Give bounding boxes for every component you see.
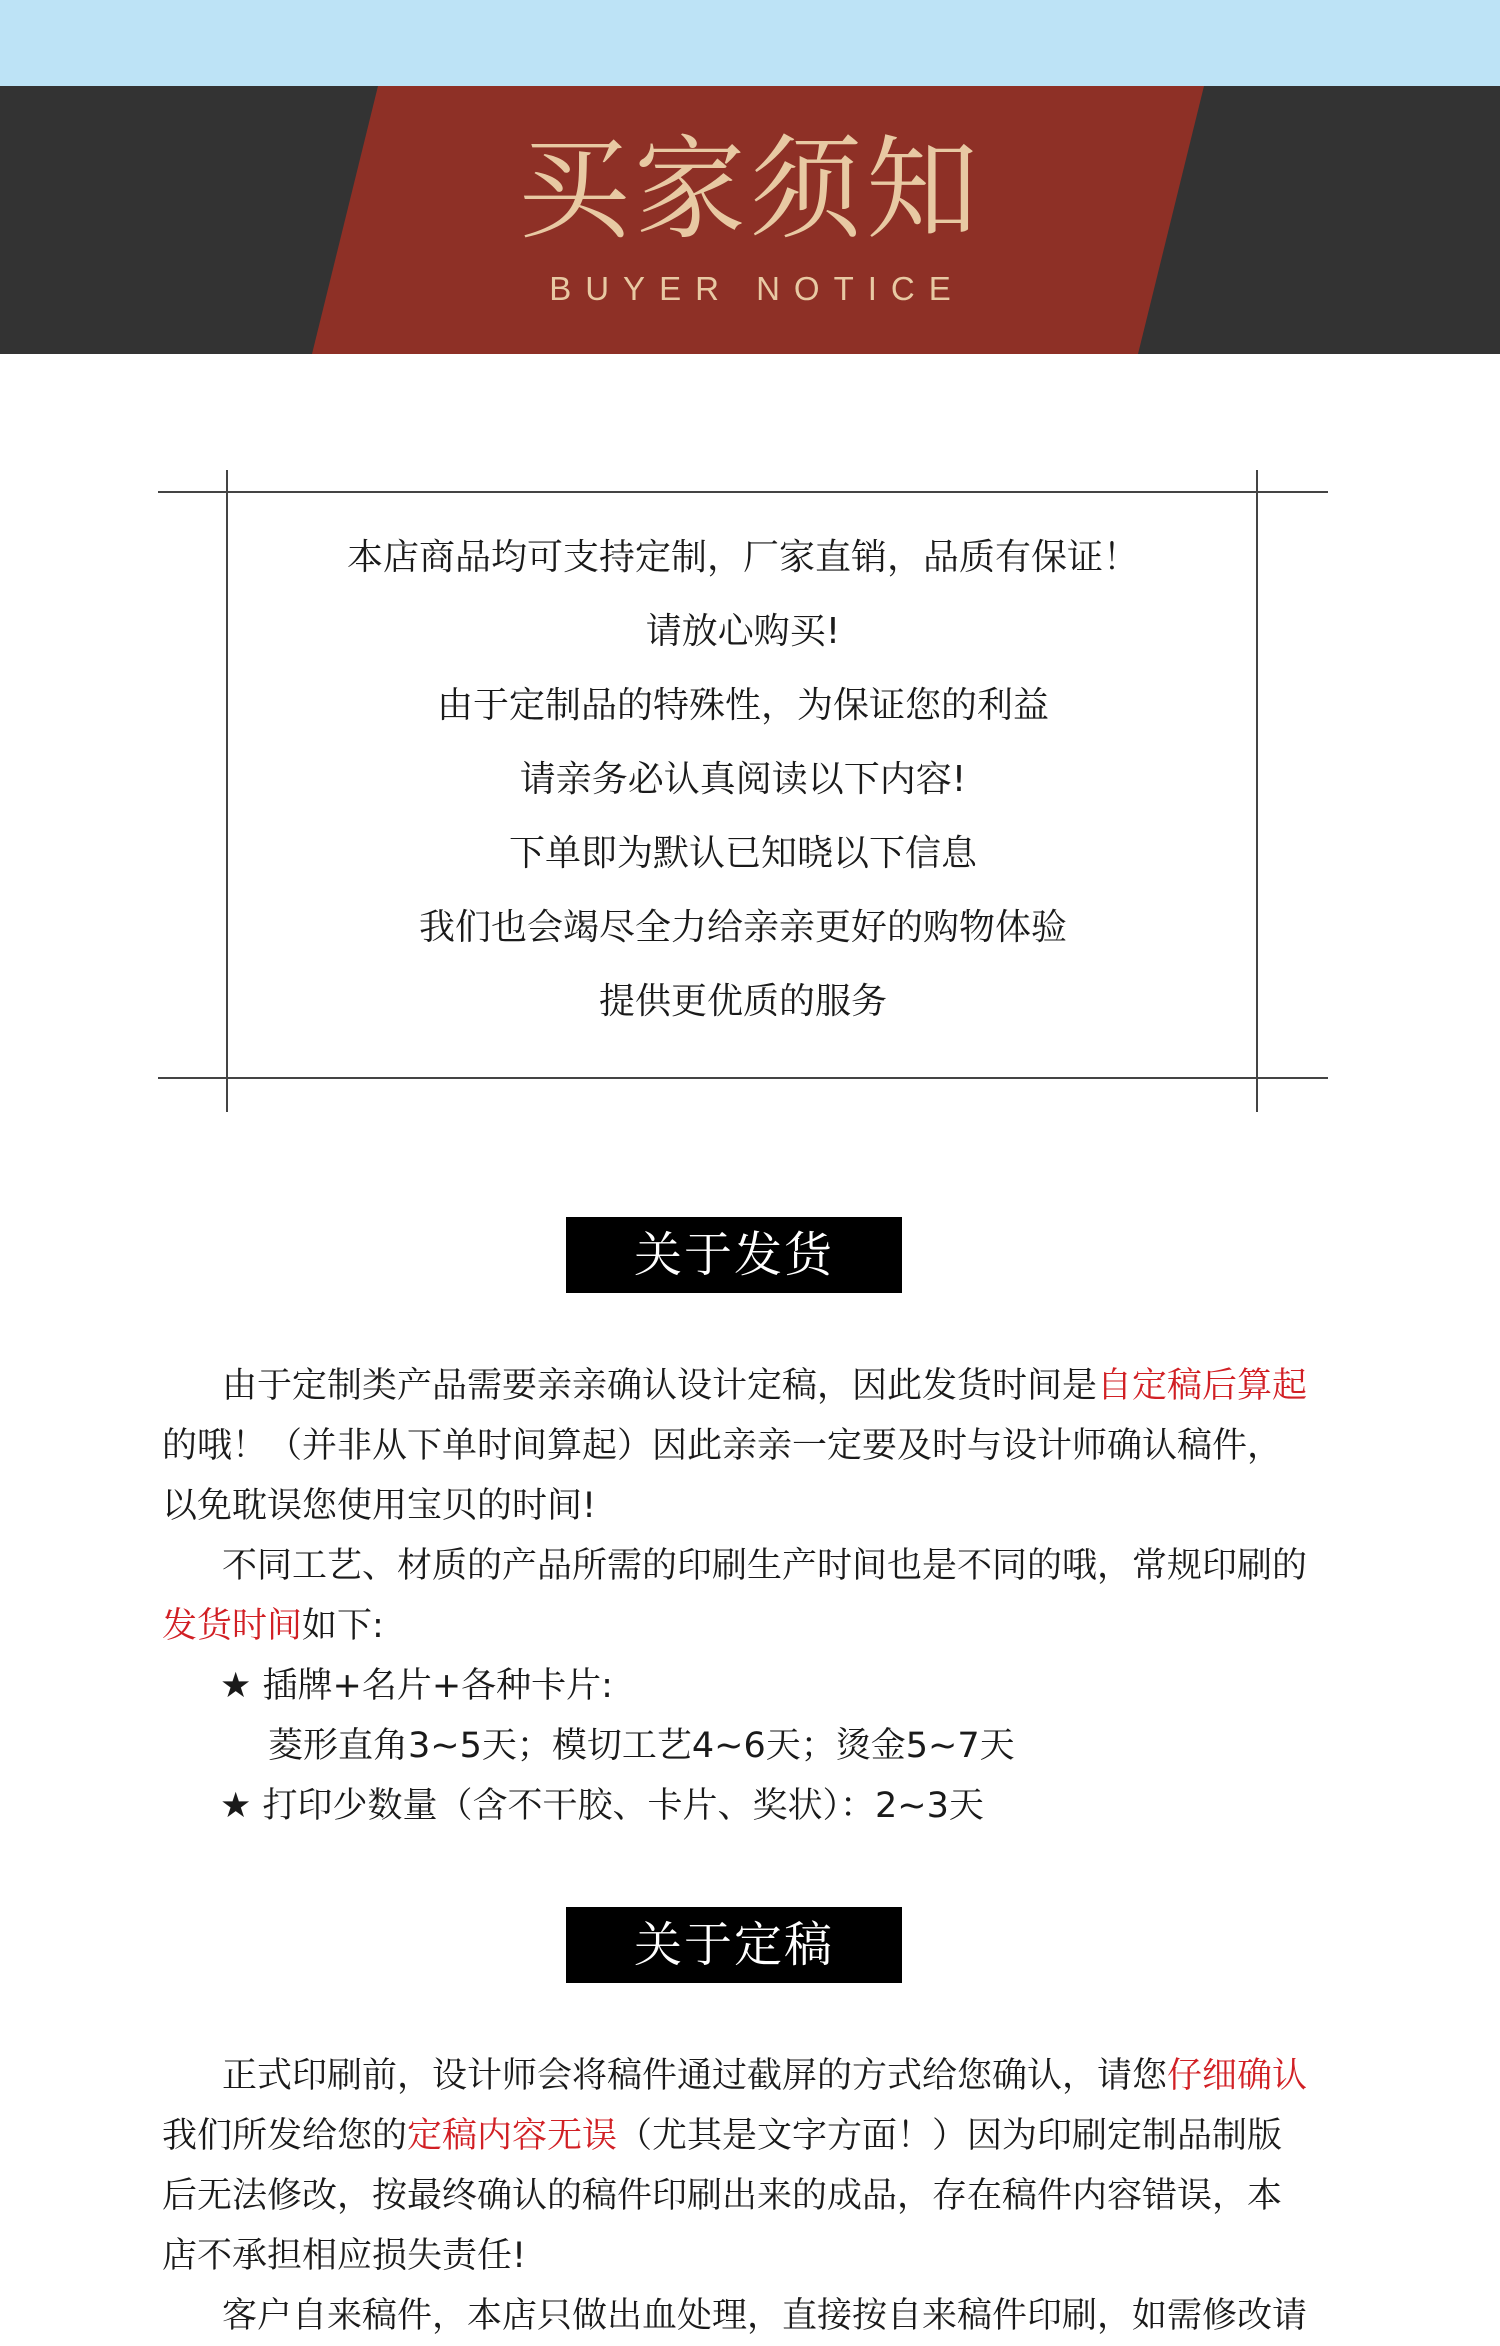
draft-paragraph-2-line-1: 客户自来稿件，本店只做出血处理，直接按自来稿件印刷，如需修改请	[222, 2296, 1308, 2336]
shipping-paragraph-2-line-1: 不同工艺、材质的产品所需的印刷生产时间也是不同的哦，常规印刷的	[222, 1546, 1308, 1586]
intro-line: 请亲务必认真阅读以下内容!	[519, 759, 967, 800]
intro-line: 请放心购买!	[645, 611, 841, 652]
draft-heading: 关于定稿	[566, 1907, 902, 1983]
intro-line: 提供更优质的服务	[598, 981, 887, 1022]
draft-paragraph-1-line-4: 店不承担相应损失责任!	[162, 2236, 527, 2276]
text-run: 正式印刷前，设计师会将稿件通过截屏的方式给您确认，请您	[222, 2056, 1168, 2096]
intro-line: 由于定制品的特殊性，为保证您的利益	[436, 685, 1049, 726]
shipping-paragraph-2-line-2	[162, 1596, 1352, 1656]
shipping-paragraph-1-line-2: 的哦！（并非从下单时间算起）因此亲亲一定要及时与设计师确认稿件，	[162, 1426, 1283, 1466]
shipping-paragraph-1-line-3: 以免耽误您使用宝贝的时间!	[162, 1486, 597, 1526]
highlight-text: 发货时间	[162, 1606, 303, 1646]
highlight-text: 定稿内容无误	[407, 2116, 618, 2156]
page-subtitle: BUYER NOTICE	[549, 270, 965, 307]
shipping-item-small-print: ★ 打印少数量（含不干胶、卡片、奖状）：2~3天	[220, 1786, 984, 1826]
draft-paragraph-1-line-1	[222, 2046, 1412, 2106]
draft-paragraph-1-line-3: 后无法修改，按最终确认的稿件印刷出来的成品，存在稿件内容错误，本	[162, 2176, 1283, 2216]
frame-top-line	[158, 491, 1328, 493]
shipping-paragraph-1-line-1	[222, 1356, 1412, 1416]
draft-paragraph-1-line-2	[162, 2106, 1352, 2166]
intro-line: 下单即为默认已知晓以下信息	[508, 833, 977, 874]
highlight-text: 仔细确认	[1167, 2056, 1308, 2096]
frame-bottom-line	[158, 1077, 1328, 1079]
intro-line: 我们也会竭尽全力给亲亲更好的购物体验	[418, 907, 1067, 948]
page-title: 买家须知	[518, 125, 982, 255]
intro-line: 本店商品均可支持定制，厂家直销，品质有保证！	[346, 537, 1139, 578]
shipping-item-cards: ★ 插牌+名片+各种卡片:	[220, 1666, 613, 1706]
shipping-item-cards-detail: 菱形直角3~5天；模切工艺4~6天；烫金5~7天	[268, 1726, 1015, 1766]
shipping-heading: 关于发货	[566, 1217, 902, 1293]
text-run: 由于定制类产品需要亲亲确认设计定稿，因此发货时间是	[222, 1366, 1098, 1406]
text-run: （尤其是文字方面！）因为印刷定制品制版	[617, 2116, 1283, 2156]
highlight-text: 自定稿后算起	[1097, 1366, 1308, 1406]
title-banner	[0, 86, 1500, 354]
top-sky-band	[0, 0, 1500, 86]
text-run: 如下:	[302, 1606, 384, 1646]
text-run: 我们所发给您的	[162, 2116, 408, 2156]
